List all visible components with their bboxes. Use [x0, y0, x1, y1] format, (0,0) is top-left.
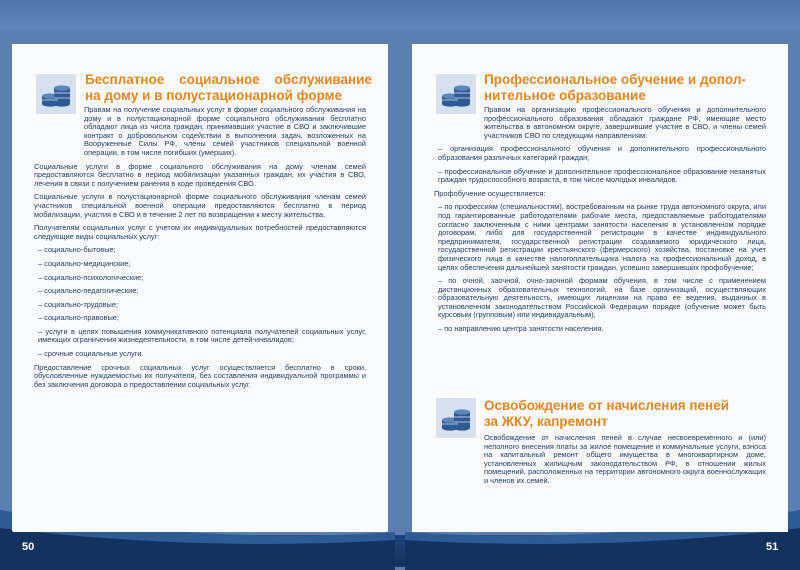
right-body-text-2 [434, 434, 766, 491]
title-line: Освобождение от начисления пеней [484, 398, 729, 413]
title-line: нительное образование [484, 88, 646, 103]
paragraph: Предоставление срочных социальных услуг осуществляется бесплатно в сроки, обусловленные нуждаемостью их получателя, без составления индивидуальной программы и без заключения договора о предоставлении социальных услуг. [34, 362, 366, 389]
list-item: – социально-медицинские; [38, 258, 131, 268]
title-line: на дому и в полустационарной форме [85, 88, 343, 103]
list-item: – социально-педагогические; [38, 286, 139, 296]
title-line: Бесплатное социальное обслуживание [85, 72, 372, 87]
page-number: 50 [22, 541, 35, 553]
list-item: – организация профессионального обучения и дополнительного профессионального образования различных категорий граждан; [438, 144, 766, 162]
list-item: – по направлению центра занятости населения. [438, 324, 604, 334]
section-title-professional-training [484, 72, 774, 104]
list-item: – социально-правовые; [38, 313, 119, 323]
paragraph: Профобучение осуществляется: [434, 188, 546, 198]
list-item: – социально-бытовые; [38, 245, 116, 255]
list-item: – по очной, заочной, очно-заочной формам обучения, в том числе с применением дистанционных образовательных технологий, на базе организаций, осуществляющих образовательную деятельность, имеющих лицензии на право ее ведения, выданных в установленном законодательством Российской Федерации порядке (обучение может быть курсовым (групповым) или индивидуальным); [438, 276, 766, 320]
section-title-penalty-exemption [484, 398, 764, 430]
list-item: – срочные социальные услуги. [38, 349, 144, 359]
title-line: за ЖКУ, капремонт [484, 414, 608, 429]
title-line: Профессиональное обучение и допол- [484, 72, 746, 87]
left-body-text [34, 106, 366, 394]
list-item: – услуги в целях повышения коммуникативного потенциала получателей социальных услуг, имеющих ограничения жизнедеятельности, в том числе детей-инвалидов; [38, 326, 366, 345]
list-item: – по профессиям (специальностям), востребованным на рынке труда автономного округа, или под гарантированные работодателями рабочие места, предоставляемые работодателями согласно заключенным с ними центрами занятости населения в установленном порядке договорам, либо для государственной регистрации в качестве индивидуального предпринимателя, государственной регистрации создаваемого юридического лица, государственной регистрации крестьянского (фермерского) хозяйства, постановке на учет физического лица в качестве налогоплательщика налога на профессиональный доход, в целях обеспечения дальнейшей занятости граждан, успешно завершивших профобучение; [438, 202, 766, 272]
list-item: – социально-психологические; [38, 272, 144, 282]
lead-paragraph: Правам на получение социальных услуг в форме социального обслуживания на дому и в полустационарной форме социального обслуживания бесплатно обладают лица из числа граждан, принимавших участие в СВО и заключившие контракт о добровольном содействии в выполнении задач, возложенных на Вооруженные Силы РФ, члены семей участников специальной военной операции, в том числе погибших (умерших). [84, 105, 366, 157]
section-title-social-service [85, 72, 372, 104]
page-number: 51 [766, 541, 779, 553]
right-body-text-1 [434, 106, 766, 337]
lead-paragraph: Правом на организацию профессионального обучения и дополнительного профессионального образования обладают граждане РФ, имеющие место жительства в автономном округе, завершившие участие в СВО, и члены семей участников СВО по следующим направлениям: [484, 105, 766, 140]
paragraph: Социальные услуги в полустационарной форме социального обслуживания членам семей участников специальной военной операции предоставляются бесплатно в период мобилизации, участия в СВО и в течение 2 лет по возвращении к месту жительства. [34, 192, 366, 219]
list-item: – профессиональное обучение и дополнительное профессиональное образование незанятых граждан трудоспособного возраста, в том числе молодых инвалидов. [438, 166, 766, 185]
lead-paragraph: Освобождение от начисления пеней в случае несвоевременного и (или) неполного внесения платы за жилое помещение и коммунальные услуги, взноса на капитальный ремонт общего имущества в многоквартирном доме, установленных жилищным законодательством РФ, в отношении жилых помещений, расположенных на территории автономного округа военнослужащих и членов их семей. [484, 433, 766, 485]
coins-stack-icon [436, 398, 476, 438]
paragraph: Получателям социальных услуг с учетом их индивидуальных потребностей предоставляются следующие виды социальных услуг: [34, 223, 366, 241]
paragraph: Социальные услуги в форме социального обслуживания на дому членам семей предоставляются бесплатно в период мобилизации указанных граждан, их участия в СВО, лечения в связи с получением ранения в ходе проведения СВО. [34, 161, 366, 188]
list-item: – социально-трудовые; [38, 299, 119, 309]
top-frame [0, 0, 800, 30]
